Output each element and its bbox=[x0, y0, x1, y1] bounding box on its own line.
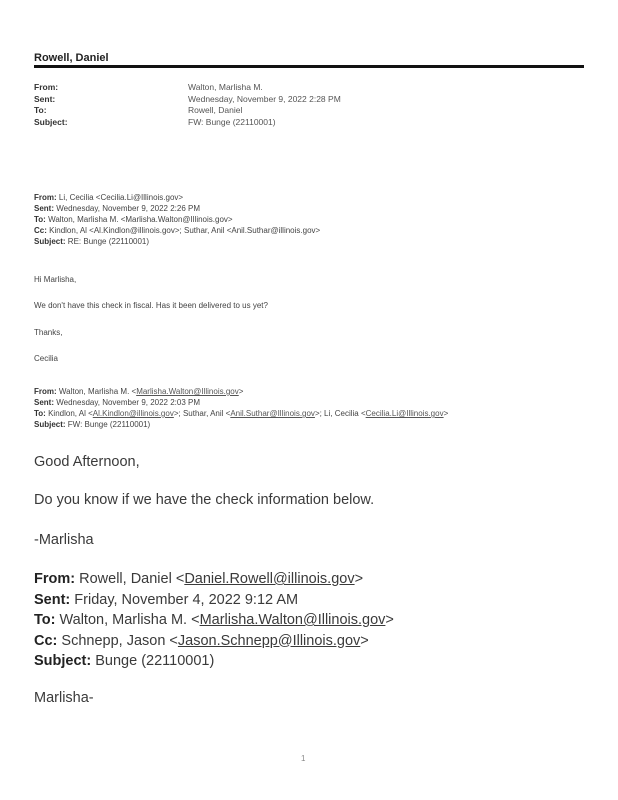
email2-to-email1-link[interactable]: Al.Kindlon@illinois.gov bbox=[92, 409, 174, 418]
email3-to-email-link[interactable]: Marlisha.Walton@Illinois.gov bbox=[199, 612, 386, 628]
email2-from-label: From: bbox=[34, 387, 57, 396]
from-label: From: bbox=[34, 82, 59, 92]
email3-cc-close: > bbox=[360, 632, 369, 649]
email2-from-email-link[interactable]: Marlisha.Walton@Illinois.gov bbox=[136, 387, 239, 396]
email1-cc-value: Kindlon, Al <Al.Kindlon@illinois.gov>; Suthar, Anil <Anil.Suthar@illinois.gov> bbox=[49, 226, 321, 235]
email1-thanks: Thanks, bbox=[34, 328, 63, 337]
email3-cc-label: Cc: bbox=[34, 632, 58, 649]
email2-to-label: To: bbox=[34, 409, 46, 418]
email3-subject-value: Bunge (22110001) bbox=[95, 653, 215, 669]
email3-to-name: Walton, Marlisha M. < bbox=[59, 612, 200, 628]
email2-from-name: Walton, Marlisha M. < bbox=[58, 387, 137, 396]
to-label: To: bbox=[34, 105, 47, 115]
email1-from-value: Li, Cecilia <Cecilia.Li@Illinois.gov> bbox=[58, 193, 184, 202]
email2-sent-label: Sent: bbox=[34, 398, 54, 407]
document-owner-name: Rowell, Daniel bbox=[34, 52, 109, 64]
email2-to-close: > bbox=[443, 409, 449, 418]
email2-to-name1: Kindlon, Al < bbox=[48, 409, 93, 418]
to-value: Rowell, Daniel bbox=[188, 105, 243, 115]
email2-subject-value: FW: Bunge (22110001) bbox=[67, 420, 151, 429]
email3-to-label: To: bbox=[34, 612, 56, 628]
email2-sent-value: Wednesday, November 9, 2022 2:03 PM bbox=[56, 398, 201, 407]
email1-from-label: From: bbox=[34, 193, 57, 202]
subject-value: FW: Bunge (22110001) bbox=[188, 116, 276, 127]
email1-to-value: Walton, Marlisha M. <Marlisha.Walton@Illinois.gov> bbox=[48, 215, 233, 224]
email3-greeting: Marlisha- bbox=[34, 690, 94, 706]
email1-subject-label: Subject: bbox=[34, 237, 66, 246]
email3-cc-email-link[interactable]: Jason.Schnepp@Illinois.gov bbox=[177, 632, 361, 649]
email3-cc-name: Schnepp, Jason < bbox=[61, 632, 178, 649]
email3-from-label: From: bbox=[34, 571, 76, 587]
email3-sent-label: Sent: bbox=[34, 591, 71, 608]
email3-to-close: > bbox=[385, 612, 394, 628]
email3-subject-label: Subject: bbox=[34, 653, 92, 669]
email3-from-email-link[interactable]: Daniel.Rowell@illinois.gov bbox=[184, 571, 355, 587]
email2-signature: -Marlisha bbox=[34, 532, 94, 548]
subject-label: Subject: bbox=[34, 116, 68, 127]
email2-to-mid1: >; Suthar, Anil < bbox=[173, 409, 231, 418]
email1-header bbox=[34, 192, 320, 247]
email1-subject-value: RE: Bunge (22110001) bbox=[67, 237, 150, 246]
email3-from-close: > bbox=[354, 571, 364, 587]
email2-header bbox=[34, 386, 448, 430]
email2-from-close: > bbox=[238, 387, 244, 396]
email1-sent-label: Sent: bbox=[34, 204, 54, 213]
email3-header bbox=[34, 569, 394, 672]
top-email-header bbox=[34, 82, 341, 128]
from-value: Walton, Marlisha M. bbox=[188, 82, 263, 92]
email2-greeting: Good Afternoon, bbox=[34, 454, 140, 470]
email1-to-label: To: bbox=[34, 215, 46, 224]
email3-from-name: Rowell, Daniel < bbox=[79, 571, 185, 587]
email1-greeting: Hi Marlisha, bbox=[34, 275, 77, 284]
sent-value: Wednesday, November 9, 2022 2:28 PM bbox=[188, 93, 341, 104]
email2-to-mid2: >; Li, Cecilia < bbox=[314, 409, 366, 418]
header-rule bbox=[34, 65, 584, 68]
email1-signature: Cecilia bbox=[34, 354, 59, 363]
email1-cc-label: Cc: bbox=[34, 226, 47, 235]
email1-body: We don't have this check in fiscal. Has it been delivered to us yet? bbox=[34, 301, 268, 310]
sent-label: Sent: bbox=[34, 93, 56, 104]
email2-subject-label: Subject: bbox=[34, 420, 66, 429]
page-number: 1 bbox=[301, 754, 306, 763]
email2-to-email2-link[interactable]: Anil.Suthar@Illinois.gov bbox=[230, 409, 315, 418]
email2-to-email3-link[interactable]: Cecilia.Li@Illinois.gov bbox=[365, 409, 444, 418]
email1-sent-value: Wednesday, November 9, 2022 2:26 PM bbox=[56, 204, 201, 213]
email2-body: Do you know if we have the check information below. bbox=[34, 492, 375, 508]
email3-sent-value: Friday, November 4, 2022 9:12 AM bbox=[74, 591, 299, 608]
